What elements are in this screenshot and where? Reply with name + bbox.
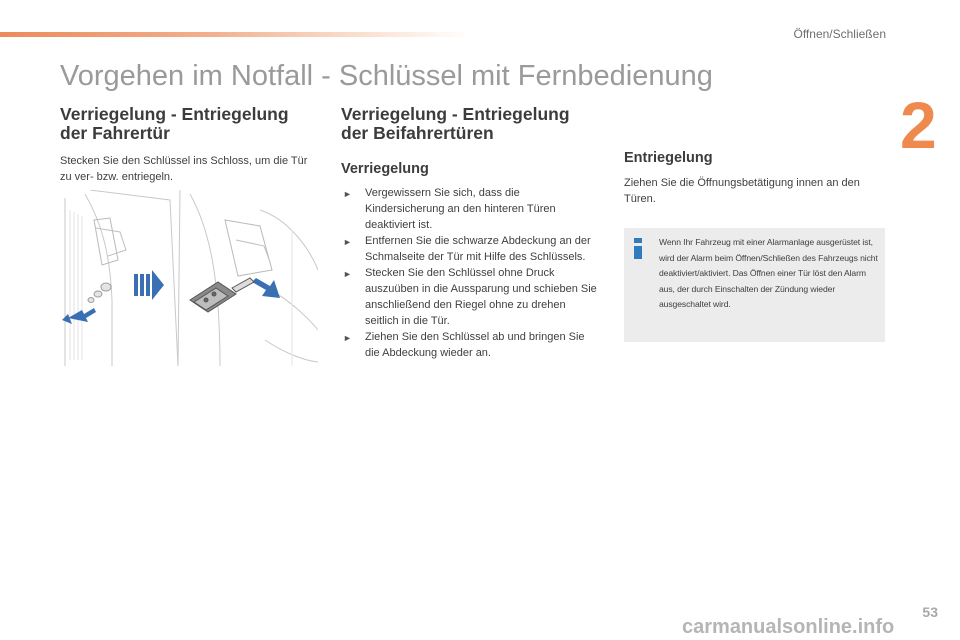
alarm-info-box	[624, 228, 885, 342]
step-text: Vergewissern Sie sich, dass die Kindersicherung an den hinteren Türen deaktiviert ist.	[365, 187, 556, 231]
step-text: Ziehen Sie den Schlüssel ab und bringen Sie die Abdeckung wieder an.	[365, 331, 585, 359]
unlocking-text: Ziehen Sie die Öffnungsbetätigung innen an den Türen.	[624, 177, 860, 205]
driver-door-heading: Verriegelung - Entriegelung der Fahrertür	[60, 104, 289, 143]
chapter-number: 2	[900, 88, 937, 162]
step-text: Entfernen Sie die schwarze Abdeckung an der Schmalseite der Tür mit Hilfe des Schlüssels.	[365, 235, 591, 263]
arrow-bullet-icon: ►	[343, 237, 352, 247]
list-item	[341, 329, 601, 361]
locking-steps-list	[341, 185, 601, 361]
header-accent-bar	[0, 32, 470, 37]
info-icon	[634, 238, 642, 258]
unlocking-section	[624, 150, 886, 207]
list-item	[341, 265, 601, 329]
step-text: Stecken Sie den Schlüssel ohne Druck auszuüben in die Aussparung und schieben Sie anschließend den Riegel ohne zu drehen seitlich in die Tür.	[365, 267, 597, 327]
arrow-bullet-icon: ►	[343, 333, 352, 343]
info-text: Wenn Ihr Fahrzeug mit einer Alarmanlage ausgerüstet ist, wird der Alarm beim Öffnen/Schließen des Fahrzeugs nicht deaktiviert/aktiviert. Das Öffnen einer Tür löst den Alarm aus, der durch Einschalten der Zündung wieder ausgeschaltet wird.	[659, 237, 878, 309]
driver-door-section	[60, 105, 318, 185]
unlocking-heading: Entriegelung	[624, 150, 713, 166]
arrow-bullet-icon: ►	[343, 269, 352, 279]
list-item	[341, 233, 601, 265]
section-title: Öffnen/Schließen	[793, 27, 886, 41]
passenger-doors-heading: Verriegelung - Entriegelung der Beifahrertüren	[341, 104, 570, 143]
driver-door-text: Stecken Sie den Schlüssel ins Schloss, um die Tür zu ver- bzw. entriegeln.	[60, 155, 308, 183]
passenger-doors-section	[341, 105, 601, 361]
locking-heading: Verriegelung	[341, 161, 429, 177]
page-title: Vorgehen im Notfall - Schlüssel mit Fernbedienung	[60, 60, 713, 92]
arrow-bullet-icon: ►	[343, 189, 352, 199]
page-number: 53	[922, 604, 938, 620]
door-lock-illustration	[60, 190, 318, 366]
list-item	[341, 185, 601, 233]
watermark: carmanualsonline.info	[682, 616, 895, 638]
